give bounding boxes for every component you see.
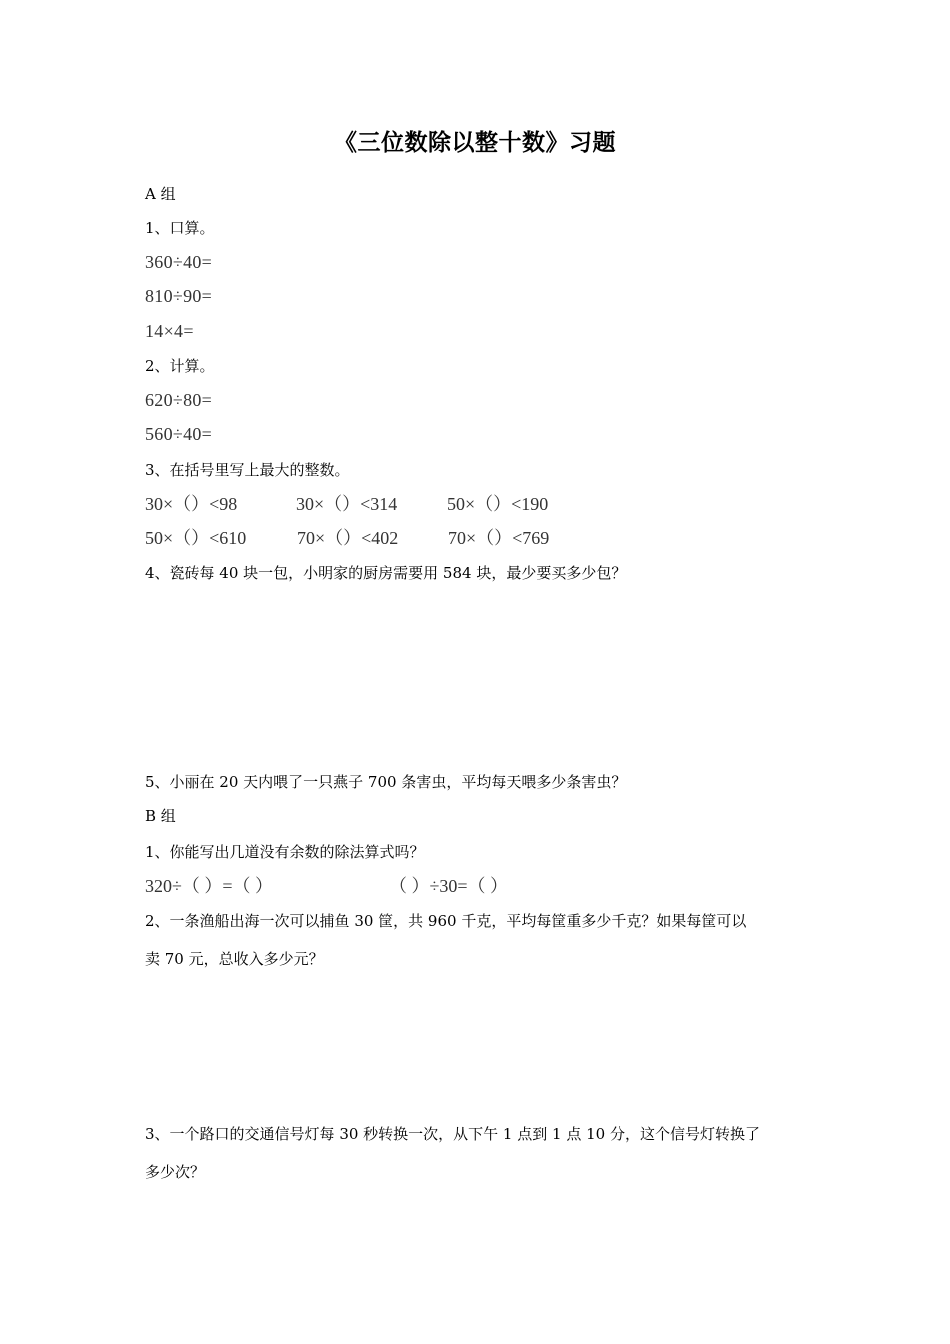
a-q3-r2-item-2: 70×（）<402 <box>297 528 399 548</box>
b-q3-line-2: 多少次？ <box>145 1163 206 1181</box>
group-b-label: B 组 <box>145 807 176 825</box>
a-q1-item-3: 14×4= <box>145 321 194 341</box>
a-q3-r1-item-2: 30×（）<314 <box>296 494 398 514</box>
b-q2-line-1: 2、一条渔船出海一次可以捕鱼 30 筐，共 960 千克，平均每筐重多少千克？如果每筐可以 <box>145 912 747 930</box>
a-q1-item-1: 360÷40= <box>145 252 213 272</box>
a-q3-r1-item-1: 30×（）<98 <box>145 494 238 514</box>
b-q1-item-2: （ ）÷30=（ ） <box>389 876 509 896</box>
page-title: 《三位数除以整十数》习题 <box>334 130 616 156</box>
a-q3-r2-item-3: 70×（）<769 <box>448 528 550 548</box>
b-q1-label: 1、你能写出几道没有余数的除法算式吗？ <box>145 843 425 861</box>
a-q1-label: 1、口算。 <box>145 219 215 237</box>
a-q2-label: 2、计算。 <box>145 357 215 375</box>
a-q2-item-2: 560÷40= <box>145 424 213 444</box>
a-q2-item-1: 620÷80= <box>145 390 213 410</box>
a-q5-label: 5、小丽在 20 天内喂了一只燕子 700 条害虫，平均每天喂多少条害虫？ <box>145 773 627 791</box>
a-q3-r2-item-1: 50×（）<610 <box>145 528 247 548</box>
b-q1-item-1: 320÷（ ）=（ ） <box>145 876 274 896</box>
b-q2-line-2: 卖 70 元，总收入多少元？ <box>145 950 324 968</box>
a-q4-label: 4、瓷砖每 40 块一包，小明家的厨房需要用 584 块，最少要买多少包？ <box>145 564 627 582</box>
a-q3-r1-item-3: 50×（）<190 <box>447 494 549 514</box>
group-a-label: A 组 <box>145 185 176 203</box>
a-q3-label: 3、在括号里写上最大的整数。 <box>145 461 350 479</box>
a-q1-item-2: 810÷90= <box>145 286 213 306</box>
b-q3-line-1: 3、一个路口的交通信号灯每 30 秒转换一次，从下午 1 点到 1 点 10 分，这个信号灯转换了 <box>145 1125 760 1143</box>
